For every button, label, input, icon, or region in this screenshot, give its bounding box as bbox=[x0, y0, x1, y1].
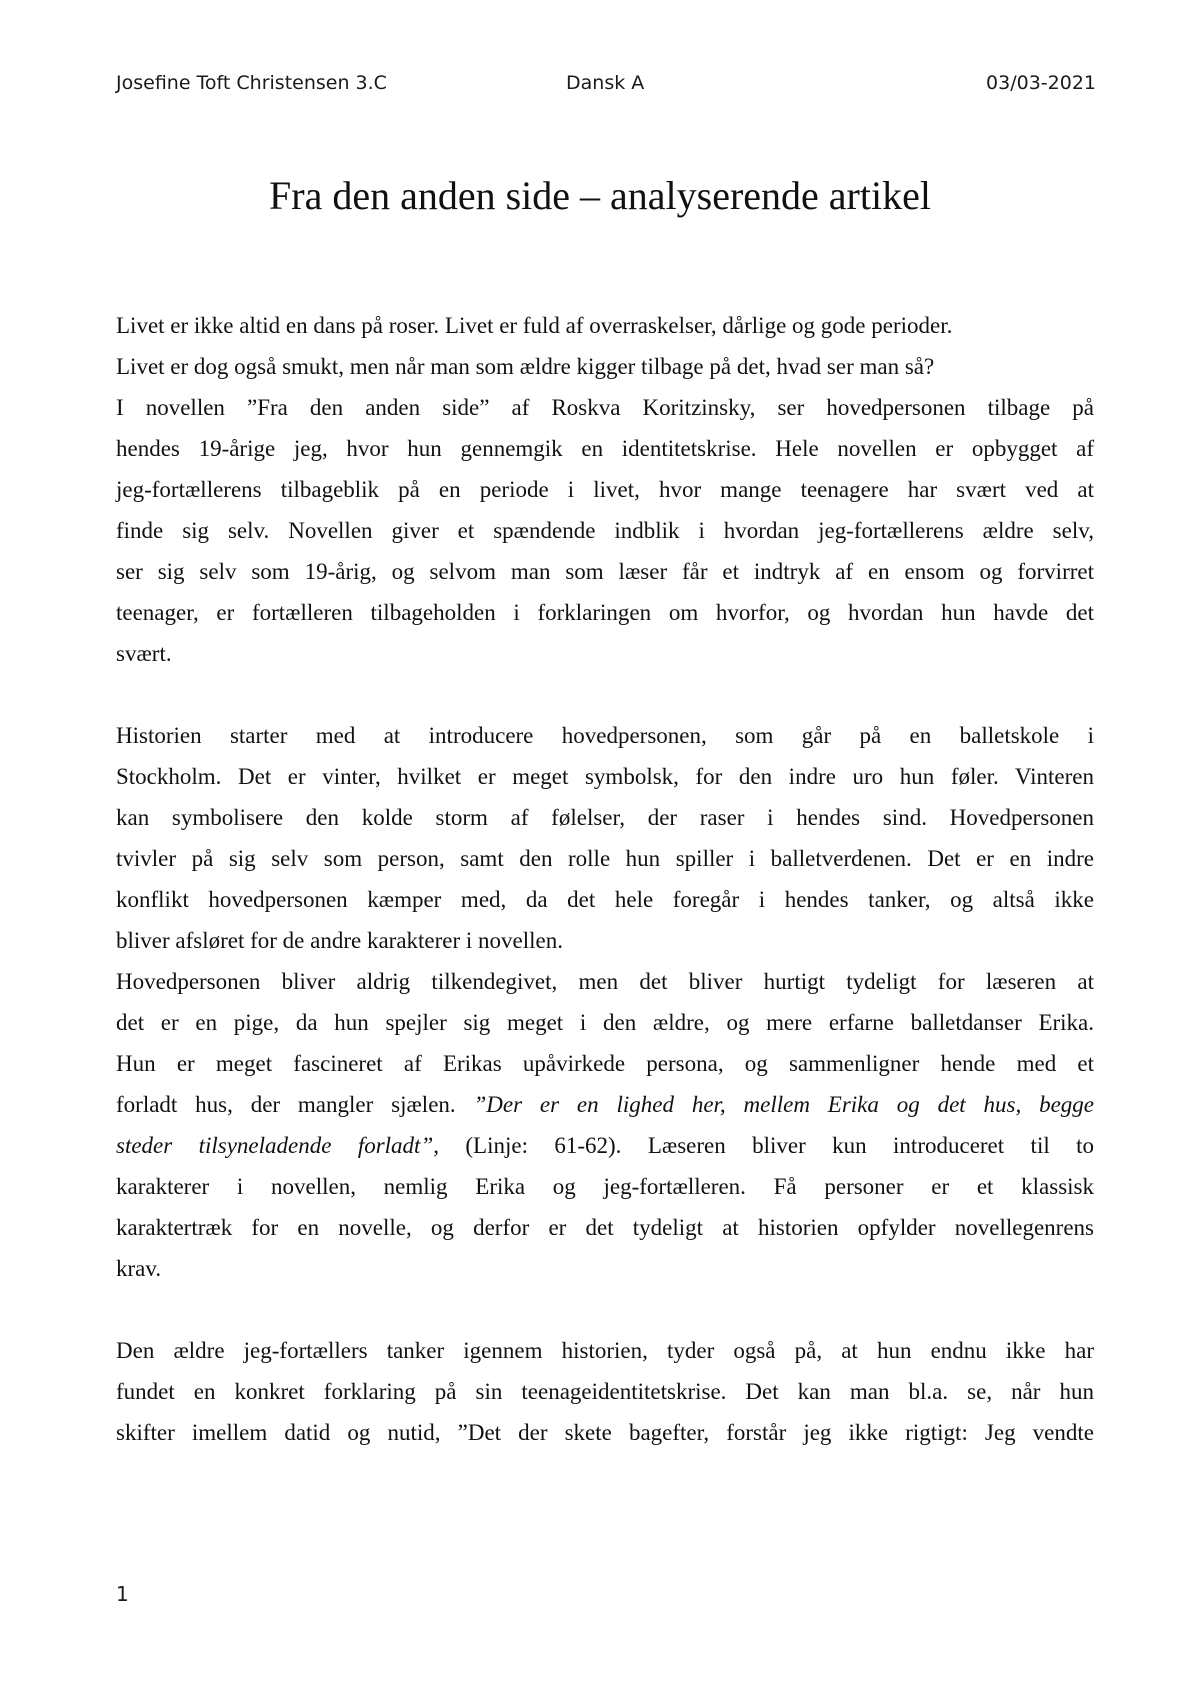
body-line: Stockholm. Det er vinter, hvilket er meget symbolsk, for den indre uro hun føler. Vinteren bbox=[116, 764, 1094, 789]
body-line: I novellen ”Fra den anden side” af Roskva Koritzinsky, ser hovedpersonen tilbage på bbox=[116, 395, 1094, 420]
header-subject: Dansk A bbox=[566, 72, 645, 94]
body-line: skifter imellem datid og nutid, ”Det der skete bagefter, forstår jeg ikke rigtigt: Jeg vendte bbox=[116, 1420, 1094, 1445]
body-line: krav. bbox=[116, 1256, 162, 1281]
paragraph-gap bbox=[116, 1289, 1094, 1330]
body-line: bliver afsløret for de andre karakterer i novellen. bbox=[116, 928, 564, 953]
body-line: det er en pige, da hun spejler sig meget i den ældre, og mere erfarne balletdanser Erika. bbox=[116, 1010, 1094, 1035]
body-text: (Linje: 61-62). Læseren bliver kun introduceret til to bbox=[439, 1133, 1094, 1158]
body-line: Den ældre jeg-fortællers tanker igennem historien, tyder også på, at hun endnu ikke har bbox=[116, 1338, 1094, 1363]
page-header bbox=[116, 72, 1096, 102]
body-line: tvivler på sig selv som person, samt den rolle hun spiller i balletverdenen. Det er en indre bbox=[116, 846, 1094, 871]
body-line: konflikt hovedpersonen kæmper med, da det hele foregår i hendes tanker, og altså ikke bbox=[116, 887, 1094, 912]
body-line: hendes 19-årige jeg, hvor hun gennemgik en identitetskrise. Hele novellen er opbygget af bbox=[116, 436, 1094, 461]
page-number: 1 bbox=[116, 1582, 129, 1606]
header-author: Josefine Toft Christensen 3.C bbox=[116, 72, 387, 94]
body-line: Hun er meget fascineret af Erikas upåvirkede persona, og sammenligner hende med et bbox=[116, 1051, 1094, 1076]
body-line-with-quote bbox=[116, 1084, 1094, 1125]
paragraph-gap bbox=[116, 674, 1094, 715]
body-line: karakterer i novellen, nemlig Erika og jeg-fortælleren. Få personer er et klassisk bbox=[116, 1174, 1094, 1199]
body-line: teenager, er fortælleren tilbageholden i forklaringen om hvorfor, og hvordan hun havde det bbox=[116, 600, 1094, 625]
body-line: Hovedpersonen bliver aldrig tilkendegivet, men det bliver hurtigt tydeligt for læseren at bbox=[116, 969, 1094, 994]
body-line: Historien starter med at introducere hovedpersonen, som går på en balletskole i bbox=[116, 723, 1094, 748]
body-line: kan symbolisere den kolde storm af følelser, der raser i hendes sind. Hovedpersonen bbox=[116, 805, 1094, 830]
body-line: Livet er ikke altid en dans på roser. Livet er fuld af overraskelser, dårlige og gode perioder. bbox=[116, 313, 953, 338]
article-body bbox=[116, 305, 1094, 1453]
body-line: svært. bbox=[116, 641, 172, 666]
body-text: forladt hus, der mangler sjælen. bbox=[116, 1092, 474, 1117]
quote-text: ”Der er en lighed her, mellem Erika og det hus, begge bbox=[473, 1092, 1095, 1117]
body-line: finde sig selv. Novellen giver et spændende indblik i hvordan jeg-fortællerens ældre selv, bbox=[116, 518, 1094, 543]
header-date: 03/03-2021 bbox=[986, 72, 1096, 94]
body-line: fundet en konkret forklaring på sin teenageidentitetskrise. Det kan man bl.a. se, når hun bbox=[116, 1379, 1094, 1404]
body-line: ser sig selv som 19-årig, og selvom man som læser får et indtryk af en ensom og forvirret bbox=[116, 559, 1094, 584]
quote-text: steder tilsyneladende forladt”, bbox=[116, 1133, 439, 1158]
body-line: karaktertræk for en novelle, og derfor er det tydeligt at historien opfylder novellegenrens bbox=[116, 1215, 1094, 1240]
article-title: Fra den anden side – analyserende artikel bbox=[269, 173, 931, 218]
body-line: jeg-fortællerens tilbageblik på en periode i livet, hvor mange teenagere har svært ved at bbox=[116, 477, 1094, 502]
body-line-with-quote bbox=[116, 1125, 1094, 1166]
body-line: Livet er dog også smukt, men når man som ældre kigger tilbage på det, hvad ser man så? bbox=[116, 354, 935, 379]
